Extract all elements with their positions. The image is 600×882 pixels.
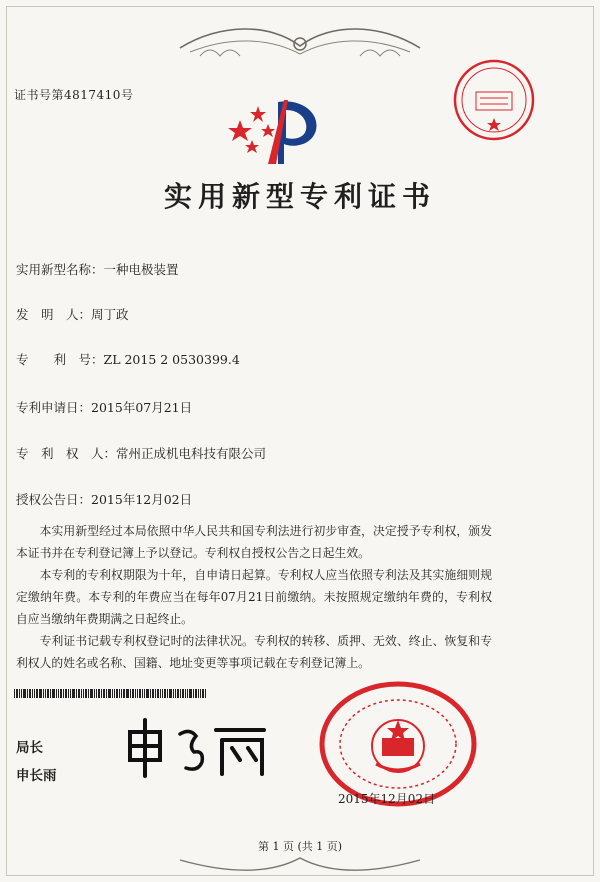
barcode-bar (14, 689, 15, 698)
barcode-bar (50, 689, 51, 698)
barcode-bar (162, 689, 163, 698)
barcode-bar (83, 689, 84, 698)
paragraph-legal-status: 专利证书记载专利权登记时的法律状况。专利权的转移、质押、无效、终止、恢复和专利权人的姓名或名称、国籍、地址变更等事项记载在专利登记簿上。 (16, 634, 492, 670)
barcode-bar (137, 689, 138, 698)
barcode-bar (52, 689, 55, 698)
barcode-bar (88, 689, 89, 698)
barcode-bar (155, 689, 156, 698)
barcode-bar (72, 689, 75, 698)
barcode-bar (200, 689, 201, 698)
field-value: 周丁政 (91, 307, 129, 322)
barcode-bar (21, 689, 22, 698)
barcode-bar (187, 689, 188, 698)
barcode-bar (167, 689, 168, 698)
barcode-bar (78, 689, 80, 698)
barcode-bar (119, 689, 120, 698)
barcode-bar (116, 689, 118, 698)
paragraph-term: 本专利的专利权期限为十年，自申请日起算。专利权人应当依照专利法及其实施细则规定缴纳年费。本专利的年费应当在每年07月21日前缴纳。未按照规定缴纳年费的，专利权自应当缴纳年费期满之日起终止。 (16, 568, 492, 626)
barcode-bar (103, 689, 105, 698)
barcode-bar (144, 689, 145, 698)
field-label: 专 利 权 人： (16, 446, 117, 461)
barcode-bar (29, 689, 31, 698)
agent-seal (452, 58, 536, 142)
barcode-bar (142, 689, 143, 698)
barcode-bar (150, 689, 151, 698)
barcode-bar (43, 689, 44, 698)
field-value: 一种电极装置 (103, 262, 179, 277)
certificate-number: 证书号第4817410号 (14, 88, 134, 102)
field-label: 授权公告日： (16, 492, 92, 507)
barcode-bar (198, 689, 199, 698)
barcode-bar (108, 689, 111, 698)
page-number: 第 1 页 (共 1 页) (257, 840, 343, 853)
barcode-bar (70, 689, 71, 698)
barcode-bar (121, 689, 122, 698)
barcode-bar (56, 689, 57, 698)
top-ornament (160, 18, 440, 66)
field-application-date (16, 400, 192, 416)
barcode-bar (39, 689, 42, 698)
barcode-bar (90, 689, 93, 698)
barcode-bar (195, 689, 197, 698)
barcode-bar (193, 689, 194, 698)
barcode-bar (180, 689, 181, 698)
barcode-bar (45, 689, 46, 698)
field-value: 2015年12月02日 (91, 492, 193, 507)
barcode-bar (101, 689, 102, 698)
field-patentee (16, 446, 266, 462)
barcode-bar (173, 689, 174, 698)
field-value: ZL 2015 2 0530399.4 (103, 352, 240, 367)
barcode-bar (76, 689, 77, 698)
barcode-bar (202, 689, 204, 698)
barcode-bar (114, 689, 115, 698)
certificate-title: 实用新型专利证书 (163, 180, 436, 213)
barcode-bar (169, 689, 172, 698)
field-label: 实用新型名称： (16, 262, 104, 277)
barcode-bar (98, 689, 100, 698)
barcode-bar (189, 689, 192, 698)
barcode-bar (32, 689, 33, 698)
barcode-bar (132, 689, 134, 698)
barcode-bar (19, 689, 20, 698)
barcode-bar (27, 689, 28, 698)
barcode-bar (36, 689, 38, 698)
barcode-bar (68, 689, 69, 698)
barcode-bar (60, 689, 62, 698)
barcode-bar (185, 689, 186, 698)
director-title: 局长 (16, 740, 43, 756)
barcode-bar (139, 689, 141, 698)
barcode-bar (175, 689, 176, 698)
field-inventor (16, 307, 129, 323)
barcode-bar (96, 689, 97, 698)
barcode-bar (146, 689, 149, 698)
barcode-bar (85, 689, 87, 698)
field-label: 发 明 人： (16, 307, 92, 322)
barcode-bar (130, 689, 131, 698)
handwritten-signature (118, 712, 278, 782)
barcode-bar (112, 689, 113, 698)
cnipa-logo-icon (228, 92, 324, 170)
barcode-bar (126, 689, 129, 698)
field-label: 专 利 号： (16, 352, 104, 367)
field-utility-model-name (16, 262, 179, 278)
barcode-bar (63, 689, 64, 698)
certificate-body (16, 520, 492, 674)
field-patent-number (16, 352, 240, 368)
barcode-bar (164, 689, 166, 698)
seal-date: 2015年12月02日 (338, 792, 436, 806)
barcode-bar (94, 689, 95, 698)
director-name: 申长雨 (16, 768, 57, 784)
barcode-bar (177, 689, 179, 698)
field-label: 专利申请日： (16, 400, 92, 415)
barcode-bar (135, 689, 136, 698)
barcode-bar (47, 689, 49, 698)
paragraph-grant: 本实用新型经过本局依照中华人民共和国专利法进行初步审查，决定授予专利权，颁发本证书并在专利登记簿上予以登记。专利权自授权公告之日起生效。 (16, 524, 492, 560)
field-value: 常州正成机电科技有限公司 (116, 446, 267, 461)
barcode-bar (205, 689, 206, 698)
barcode-bar (182, 689, 184, 698)
barcode-bar (81, 689, 82, 698)
barcode-bar (123, 689, 125, 698)
barcode-bar (34, 689, 35, 698)
barcode-bar (65, 689, 67, 698)
barcode-bar (152, 689, 154, 698)
field-value: 2015年07月21日 (91, 400, 193, 415)
barcode (14, 689, 264, 698)
barcode-bar (157, 689, 159, 698)
barcode-bar (16, 689, 18, 698)
barcode-bar (160, 689, 161, 698)
barcode-bar (23, 689, 26, 698)
barcode-bar (58, 689, 59, 698)
field-grant-date (16, 492, 192, 508)
barcode-bar (106, 689, 107, 698)
